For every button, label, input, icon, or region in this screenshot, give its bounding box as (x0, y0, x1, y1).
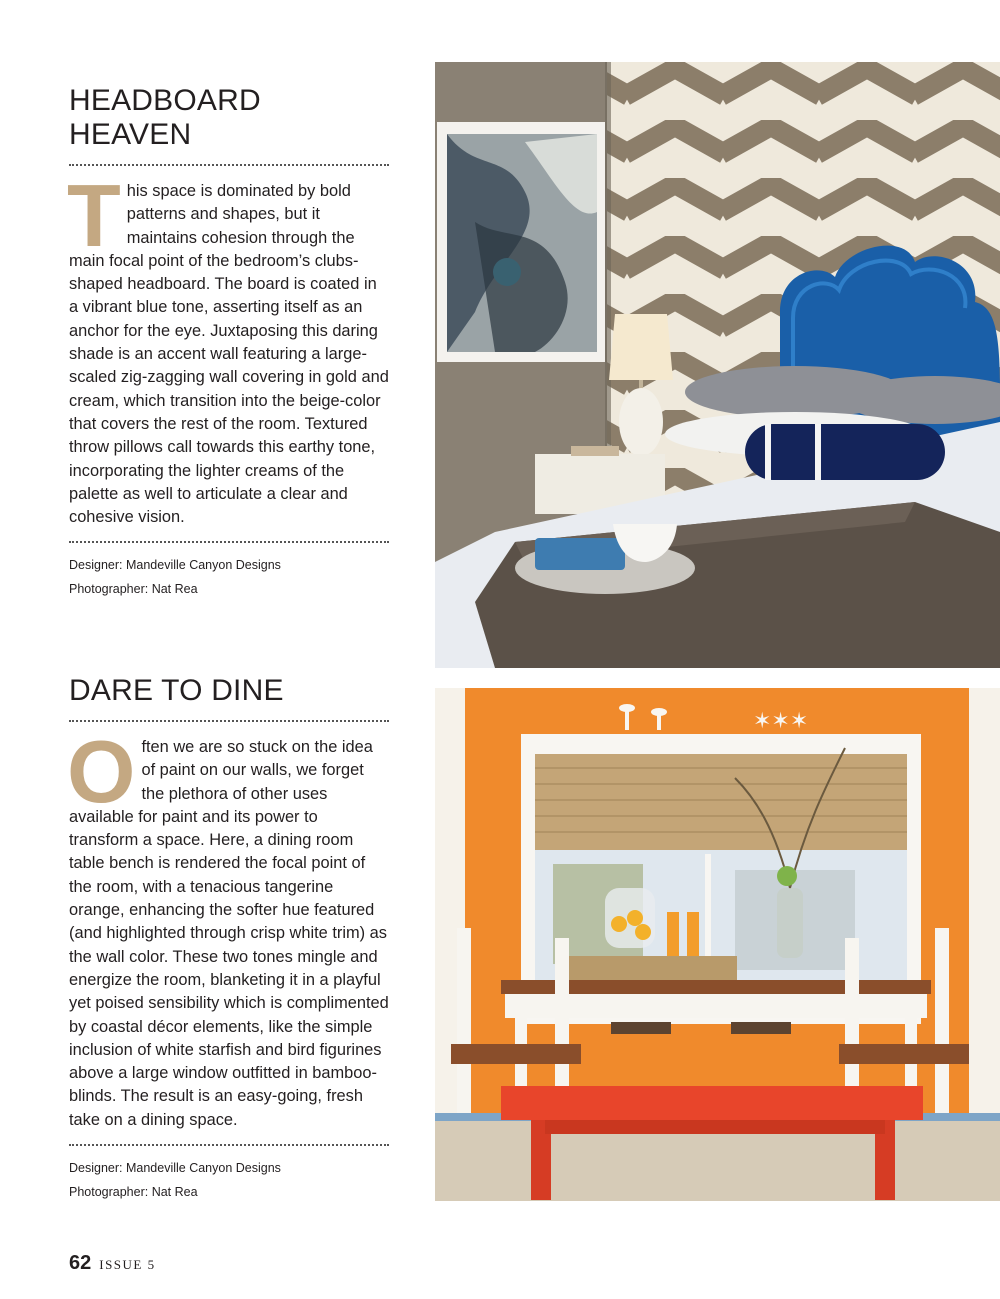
bedroom-photo (435, 62, 1000, 668)
section-heading: HEADBOARD HEAVEN (69, 84, 261, 151)
dotted-divider (69, 1144, 389, 1146)
section-heading: DARE TO DINE (69, 674, 284, 707)
photographer-credit: Photographer: Nat Rea (69, 582, 198, 597)
issue-label: ISSUE 5 (99, 1257, 156, 1272)
designer-credit: Designer: Mandeville Canyon Designs (69, 558, 281, 573)
page-number: 62 (69, 1252, 92, 1274)
drop-cap: O (67, 722, 136, 821)
body-text: ften we are so stuck on the idea of paint on our walls, we forget the plethora of other uses available for paint and its power to transform a space. Here, a dining room table bench is rendered the focal point of the room, with a tenacious tangerine orange, enhancing the softer hue featured (and highlighted through crisp white trim) as the wall color. These two tones mingle and energize the room, blanketing it in a playful yet poised sensibility which is complimented by coastal décor elements, like the simple inclusion of white starfish and bird figurines above a large window outfitted in bamboo-blinds. The result is an easy-going, fresh take on a dining space. (69, 738, 389, 1129)
credits (69, 553, 389, 601)
body-text: his space is dominated by bold patterns and shapes, but it maintains cohesion through the main focal point of the bedroom’s clubs-shaped headboard. The board is coated in a vibrant blue tone, asserting itself as an anchor for the eye. Juxtaposing this daring shade is an accent wall featuring a large-scaled zig-zagging wall covering in gold and cream, which transition into the beige-color that covers the rest of the room. Textured throw pillows call towards this earthy tone, incorporating the lighter creams of the palette as well to articulate a clear and cohesive vision. (69, 182, 389, 527)
section-body (67, 166, 389, 529)
dining-room-photo (435, 688, 1000, 1201)
dotted-divider (69, 541, 389, 543)
page-footer (69, 1252, 156, 1275)
section-body (67, 722, 389, 1132)
credits (69, 1156, 389, 1204)
svg-text:✶✶✶: ✶✶✶ (753, 709, 809, 734)
article-section-headboard (69, 84, 389, 601)
photographer-credit: Photographer: Nat Rea (69, 1185, 198, 1200)
drop-cap: T (67, 166, 121, 265)
designer-credit: Designer: Mandeville Canyon Designs (69, 1161, 281, 1176)
article-section-dining (69, 674, 389, 1204)
